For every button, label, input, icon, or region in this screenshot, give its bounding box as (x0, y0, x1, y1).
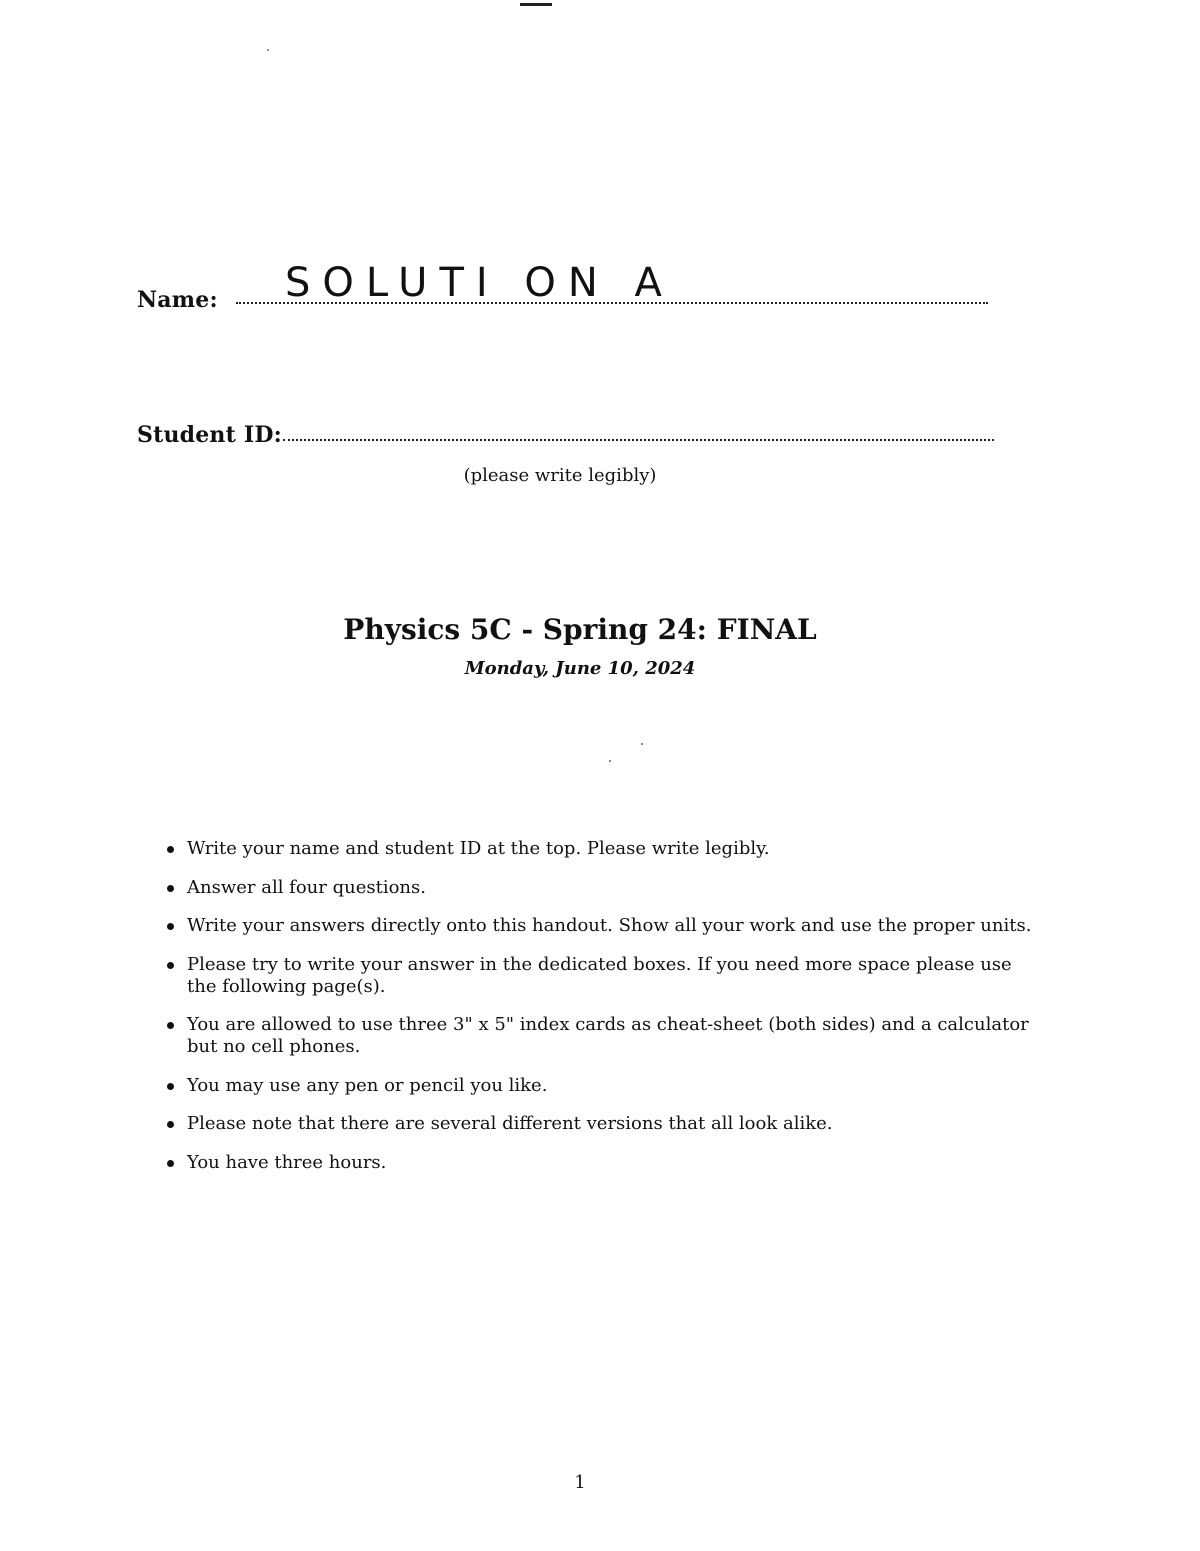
bullet-icon (167, 1022, 174, 1029)
scan-speck (641, 743, 643, 745)
list-item (165, 838, 1035, 860)
bullet-icon (167, 962, 174, 969)
scan-speck (267, 49, 269, 51)
list-item (165, 1113, 1035, 1135)
page-number: 1 (574, 1472, 586, 1493)
instruction-text: You have three hours. (187, 1151, 387, 1173)
bullet-icon (167, 1160, 174, 1167)
bullet-icon (167, 1083, 174, 1090)
legibility-note: (please write legibly) (463, 465, 657, 486)
list-item (165, 954, 1035, 998)
bullet-icon (167, 885, 174, 892)
instruction-text: You may use any pen or pencil you like. (187, 1074, 548, 1096)
list-item (165, 1152, 1035, 1174)
page-title: Physics 5C - Spring 24: FINAL (343, 613, 817, 646)
list-item (165, 1014, 1035, 1058)
instructions-list (165, 838, 1035, 1190)
instruction-text: Answer all four questions. (187, 876, 426, 898)
student-id-label: Student ID: (137, 422, 282, 448)
instruction-text: Please try to write your answer in the dedicated boxes. If you need more space please use the following page(s). (187, 953, 1012, 997)
list-item (165, 1075, 1035, 1097)
bullet-icon (167, 846, 174, 853)
bullet-icon (167, 1121, 174, 1128)
bullet-icon (167, 923, 174, 930)
list-item (165, 877, 1035, 899)
instruction-text: Write your name and student ID at the top. Please write legibly. (187, 838, 770, 859)
instruction-text: Write your answers directly onto this handout. Show all your work and use the proper units. (187, 915, 1032, 936)
instruction-text: Please note that there are several different versions that all look alike. (187, 1113, 833, 1134)
list-item (165, 915, 1035, 937)
instruction-text: You are allowed to use three 3" x 5" index cards as cheat-sheet (both sides) and a calculator but no cell phones. (187, 1014, 1029, 1057)
student-id-dotted-line[interactable] (283, 439, 994, 441)
name-handwritten-value: SOLUTI ON A (285, 260, 674, 306)
scan-mark (520, 3, 552, 6)
scan-speck (609, 760, 611, 762)
name-label: Name: (137, 287, 218, 313)
exam-date: Monday, June 10, 2024 (464, 658, 696, 679)
